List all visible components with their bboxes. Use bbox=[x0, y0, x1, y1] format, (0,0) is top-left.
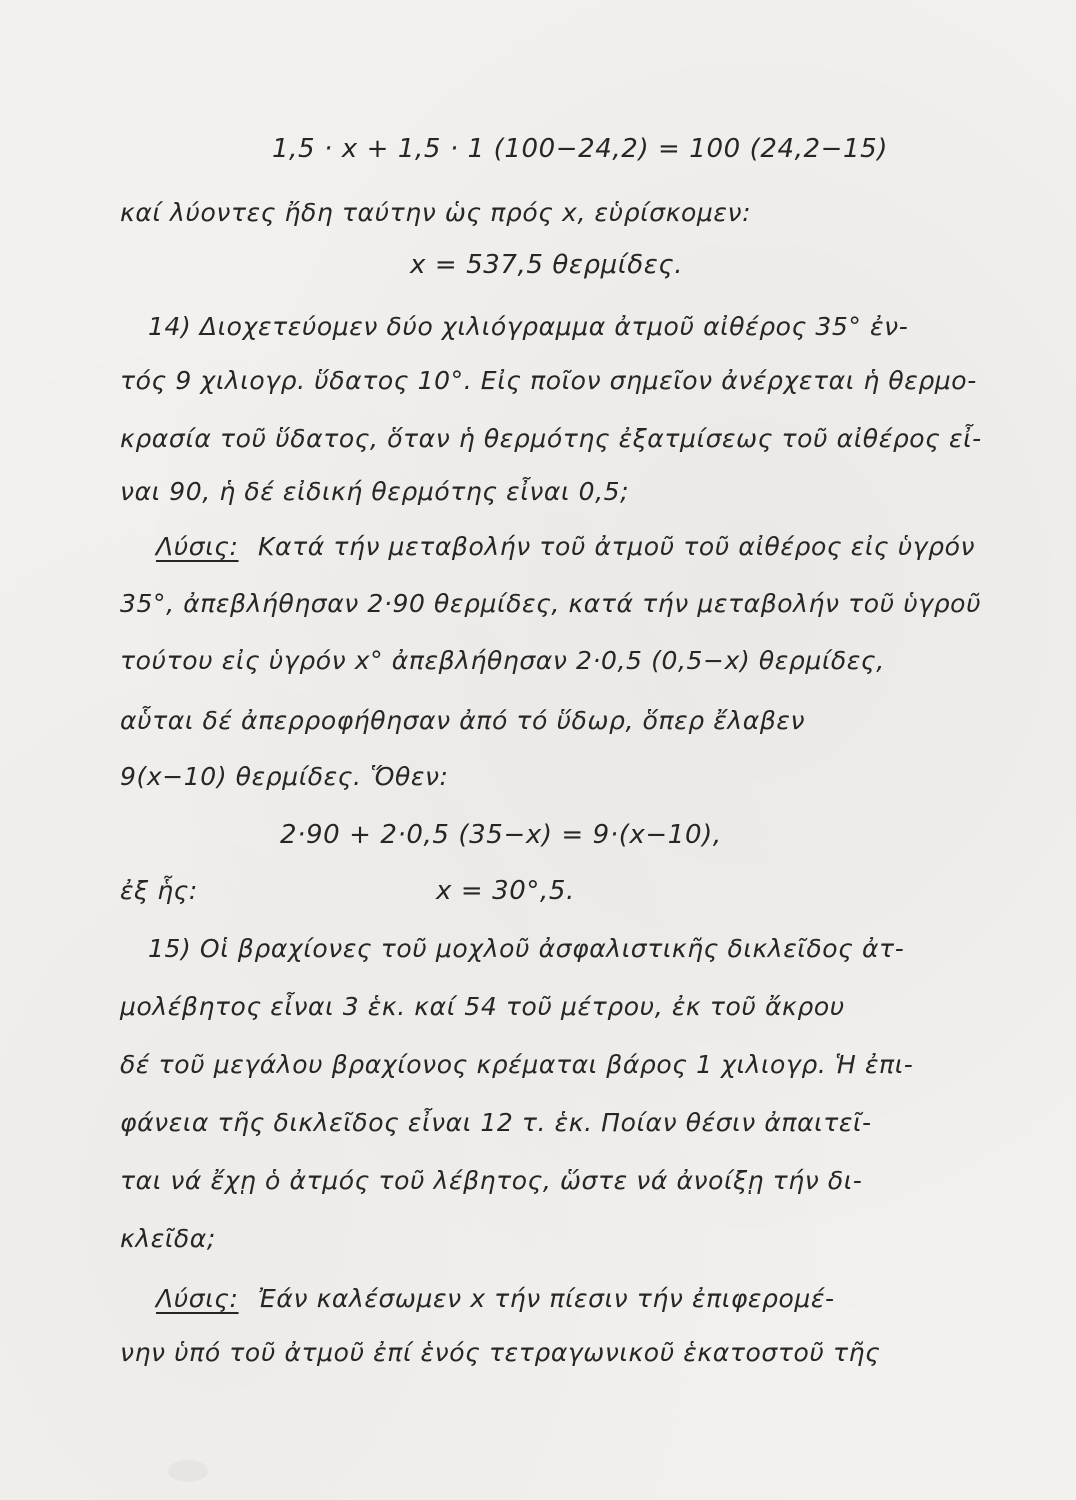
problem-14-line-3: κρασία τοῦ ὕδατος, ὅταν ἡ θερμότης ἐξατμίσεως τοῦ αἰθέρος εἶ- bbox=[120, 424, 982, 453]
result-2: x = 30°,5. bbox=[436, 876, 575, 906]
solution-14-line-4: αὗται δέ ἀπερροφήθησαν ἀπό τό ὕδωρ, ὅπερ ἔλαβεν bbox=[120, 706, 806, 735]
equation-1: 1,5 · x + 1,5 · 1 (100−24,2) = 100 (24,2−15) bbox=[272, 134, 889, 164]
problem-14-line-1: 14) Διοχετεύομεν δύο χιλιόγραμμα ἀτμοῦ αἰθέρος 35° ἐν- bbox=[148, 312, 909, 341]
solution-14-line-2: 35°, ἀπεβλήθησαν 2·90 θερμίδες, κατά τήν μεταβολήν τοῦ ὑγροῦ bbox=[120, 589, 982, 618]
solution-14-line-3: τούτου εἰς ὑγρόν x° ἀπεβλήθησαν 2·0,5 (0,5−x) θερμίδες, bbox=[120, 646, 885, 675]
text-line: καί λύοντες ἤδη ταύτην ὡς πρός x, εὑρίσκομεν: bbox=[120, 198, 752, 227]
solution-15-line-2: νην ὑπό τοῦ ἀτμοῦ ἐπί ἑνός τετραγωνικοῦ ἑκατοστοῦ τῆς bbox=[120, 1338, 881, 1367]
solution-label-14: Λύσις: bbox=[156, 532, 239, 561]
solution-14-line-6: ἐξ ἧς: bbox=[120, 876, 198, 905]
problem-15-line-1: 15) Οἱ βραχίονες τοῦ μοχλοῦ ἀσφαλιστικῆς δικλεῖδος ἀτ- bbox=[148, 934, 905, 963]
problem-14-line-2: τός 9 χιλιογρ. ὕδατος 10°. Εἰς ποῖον σημεῖον ἀνέρχεται ἡ θερμο- bbox=[120, 366, 977, 395]
problem-15-line-2: μολέβητος εἶναι 3 ἑκ. καί 54 τοῦ μέτρου, ἐκ τοῦ ἄκρου bbox=[120, 992, 845, 1021]
page-smudge bbox=[168, 1460, 208, 1482]
problem-15-line-5: ται νά ἔχῃ ὁ ἀτμός τοῦ λέβητος, ὥστε νά ἀνοίξῃ τήν δι- bbox=[120, 1166, 863, 1195]
solution-14-line-5: 9(x−10) θερμίδες. Ὅθεν: bbox=[120, 762, 449, 791]
solution-label-15: Λύσις: bbox=[156, 1284, 239, 1313]
result-1: x = 537,5 θερμίδες. bbox=[410, 250, 684, 280]
solution-14-line-1: Κατά τήν μεταβολήν τοῦ ἀτμοῦ τοῦ αἰθέρος εἰς ὑγρόν bbox=[258, 532, 976, 561]
problem-15-line-3: δέ τοῦ μεγάλου βραχίονος κρέμαται βάρος 1 χιλιογρ. Ἡ ἐπι- bbox=[120, 1050, 914, 1079]
equation-2: 2·90 + 2·0,5 (35−x) = 9·(x−10), bbox=[280, 820, 722, 850]
solution-15-line-1: Ἐάν καλέσωμεν x τήν πίεσιν τήν ἐπιφερομέ- bbox=[258, 1284, 835, 1313]
problem-15-line-4: φάνεια τῆς δικλεῖδος εἶναι 12 τ. ἑκ. Ποίαν θέσιν ἀπαιτεῖ- bbox=[120, 1108, 872, 1137]
problem-14-line-4: ναι 90, ἡ δέ εἰδική θερμότης εἶναι 0,5; bbox=[120, 477, 630, 506]
show-through-1: ⠀ bbox=[120, 150, 137, 175]
problem-15-line-6: κλεῖδα; bbox=[120, 1224, 216, 1253]
